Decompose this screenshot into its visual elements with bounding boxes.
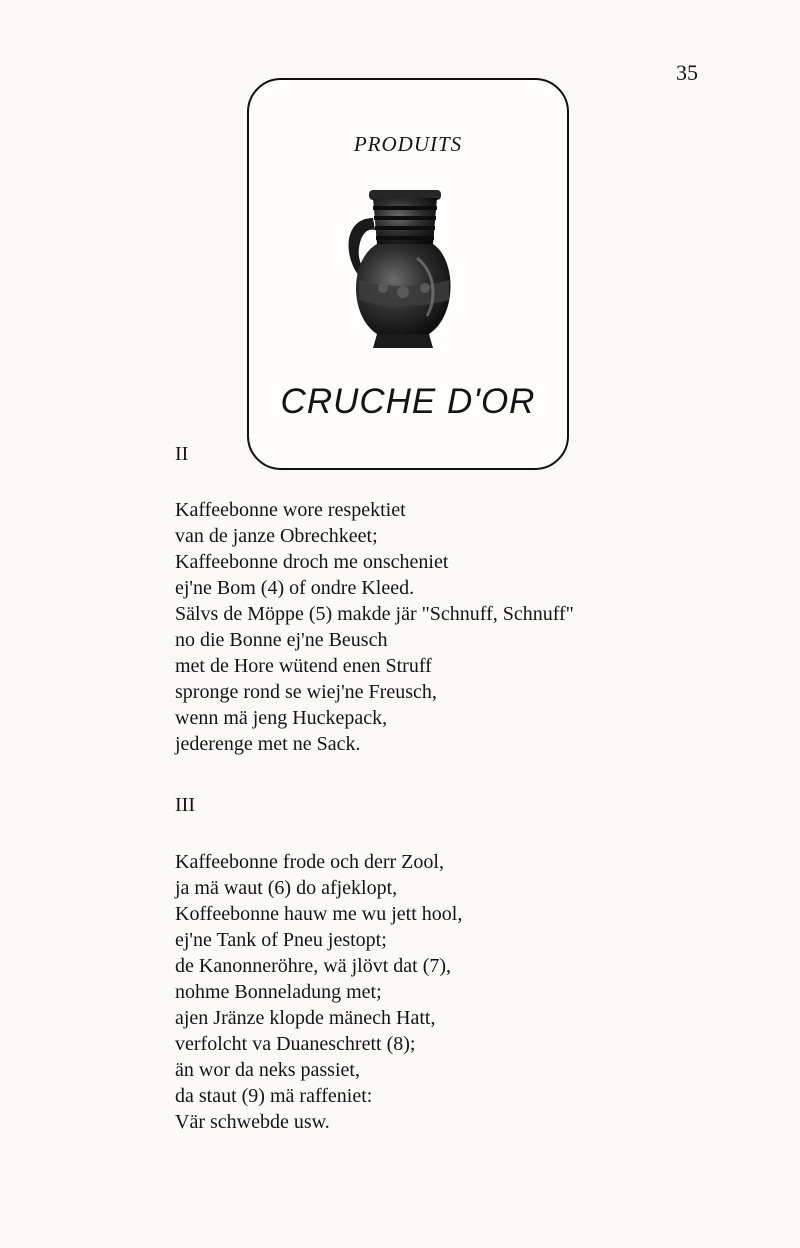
- stanza-number: II: [175, 443, 189, 465]
- verse-line: jederenge met ne Sack.: [175, 733, 361, 755]
- verse-line: verfolcht va Duaneschrett (8);: [175, 1033, 416, 1055]
- verse-line: Sälvs de Möppe (5) makde jär "Schnuff, Schnuff": [175, 603, 574, 625]
- verse-line: ej'ne Bom (4) of ondre Kleed.: [175, 577, 415, 599]
- jug-icon: [343, 188, 463, 350]
- verse-line: Kaffeebonne droch me onscheniet: [175, 551, 449, 573]
- verse-line: da staut (9) mä raffeniet:: [175, 1085, 373, 1107]
- verse-line: än wor da neks passiet,: [175, 1059, 360, 1081]
- label-title: CRUCHE D'OR: [280, 382, 536, 421]
- verse-line: ja mä waut (6) do afjeklopt,: [175, 877, 398, 899]
- verse-line: Kaffeebonne wore respektiet: [175, 499, 406, 521]
- coffee-label-card: [247, 78, 569, 470]
- verse-line: spronge rond se wiej'ne Freusch,: [175, 681, 437, 703]
- verse-line: no die Bonne ej'ne Beusch: [175, 629, 388, 651]
- verse-line: ajen Jränze klopde mänech Hatt,: [175, 1007, 436, 1029]
- label-top-text: PRODUITS: [353, 132, 463, 156]
- verse-line: Kaffeebonne frode och derr Zool,: [175, 851, 444, 873]
- verse-line: nohme Bonneladung met;: [175, 981, 382, 1003]
- verse-line: Koffeebonne hauw me wu jett hool,: [175, 903, 463, 925]
- verse-line: met de Hore wütend enen Struff: [175, 655, 432, 677]
- verse-line: van de janze Obrechkeet;: [175, 525, 378, 547]
- stanza-iii: [175, 850, 462, 1136]
- verse-line: ej'ne Tank of Pneu jestopt;: [175, 929, 387, 951]
- page-number: 35: [676, 60, 698, 85]
- verse-line: Vär schwebde usw.: [175, 1111, 330, 1133]
- verse-line: wenn mä jeng Huckepack,: [175, 707, 388, 729]
- stanza-number: III: [175, 794, 195, 816]
- stanza-ii: [175, 498, 574, 758]
- verse-line: de Kanonneröhre, wä jlövt dat (7),: [175, 955, 452, 977]
